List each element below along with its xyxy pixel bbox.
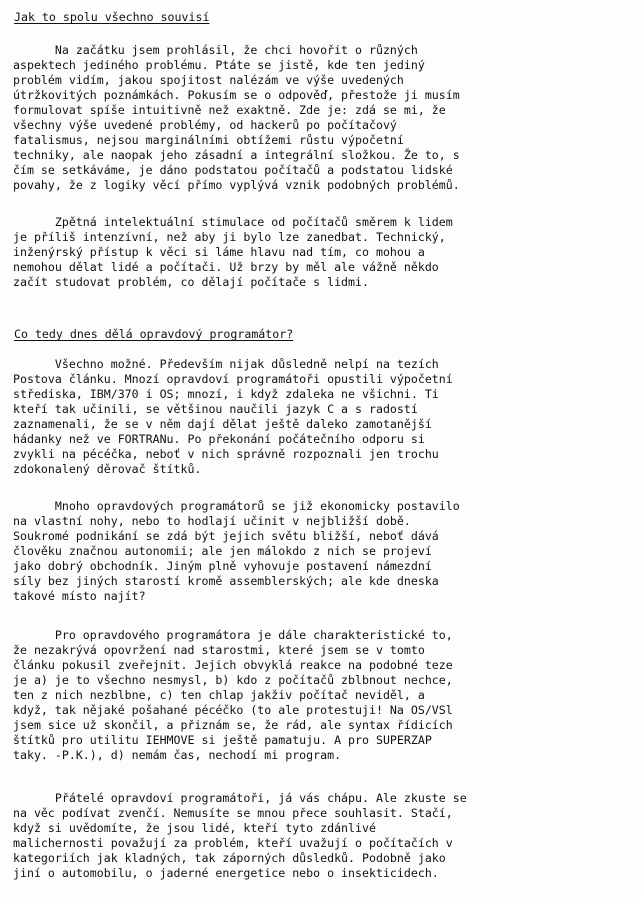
text-line: jsem sice už skončil, a přiznám se, že rád, ale syntax řídicích <box>13 718 453 732</box>
paragraph-2-3 <box>13 628 633 763</box>
text-line: ten z nich nezblbne, c) ten chlap jakživ počítač neviděl, a <box>13 688 425 702</box>
paragraph-2-2 <box>13 499 633 604</box>
text-line: střediska, IBM/370 i OS; mnozí, i když zdaleka ne všichni. Ti <box>13 387 439 401</box>
text-line: Na začátku jsem prohlásil, že chci hovořit o různých <box>13 43 418 57</box>
paragraph-2-1 <box>13 357 633 477</box>
text-line: zvykli na pécéčka, neboť v nich správně rozpoznali jen trochu <box>13 447 439 461</box>
text-line: štítků pro utilitu IEHMOVE si ještě pamatuju. A pro SUPERZAP <box>13 733 432 747</box>
text-line: síly bez jiných starostí kromě assemblerských; ale kde dneska <box>13 574 439 588</box>
text-line: když si uvědomíte, že jsou lidé, kteří tyto zdánlivé <box>13 821 376 835</box>
text-line: Pro opravdového programátora je dále charakteristické to, <box>13 628 453 642</box>
text-line: hádanky než ve FORTRANu. Po překonání počátečního odporu si <box>13 432 425 446</box>
section-heading-real-programmer: Co tedy dnes dělá opravdový programátor? <box>14 327 294 341</box>
text-line: zaznamenali, že se v něm dají dělat ještě daleko zamotanější <box>13 417 432 431</box>
text-line: aspektech jediného problému. Ptáte se jistě, kde ten jediný <box>13 58 425 72</box>
text-line: čím se setkáváme, je dáno podstatou počítačů a podstatou lidské <box>13 163 453 177</box>
section-heading-how-it-connects: Jak to spolu všechno souvisí <box>14 10 210 24</box>
text-line: kteří tak učinili, se většinou naučili jazyk C a s radostí <box>13 402 418 416</box>
text-line: problém vidím, jakou spojitost nalézám ve výše uvedených <box>13 73 404 87</box>
text-line: Zpětná intelektuální stimulace od počítačů směrem k lidem <box>13 215 453 229</box>
text-line: je příliš intenzívní, než aby ji bylo lze zanedbat. Technický, <box>13 230 446 244</box>
text-line: malichernosti považují za problém, kteří uvažují o počítačích v <box>13 836 453 850</box>
text-line: útržkovitých poznámkách. Pokusím se o odpověď, přestože ji musím <box>13 88 460 102</box>
paragraph-1-2 <box>13 215 633 290</box>
text-line: když, tak nějaké pošahané pécéčko (to ale protestuji! Na OS/VSl <box>13 703 453 717</box>
text-line: Postova článku. Mnozí opravdoví programátoři opustili výpočetní <box>13 372 453 386</box>
text-line: začít studovat problém, co dělají počítače s lidmi. <box>13 275 369 289</box>
text-line: jiní o automobilu, o jaderné energetice nebo o insekticidech. <box>13 866 439 880</box>
text-line: taky. -P.K.), d) nemám čas, nechodí mi program. <box>13 748 342 762</box>
text-line: na vlastní nohy, nebo to hodlají učinit v nejbližší době. <box>13 514 411 528</box>
text-line: člověku značnou autonomii; ale jen málokdo z nich se projeví <box>13 544 432 558</box>
text-line: Přátelé opravdoví programátoři, já vás chápu. Ale zkuste se <box>13 791 467 805</box>
paragraph-1-1 <box>13 43 633 193</box>
text-line: je a) je to všechno nesmysl, b) kdo z počítačů zblbnout nechce, <box>13 673 453 687</box>
text-line: nemohou dělat lidé a počítači. Už brzy by měl ale vážně někdo <box>13 260 439 274</box>
text-line: Mnoho opravdových programátorů se již ekonomicky postavilo <box>13 499 460 513</box>
text-line: formulovat spíše intuitivně než exaktně. Zde je: zdá se mi, že <box>13 103 446 117</box>
text-line: kategoriích jak kladných, tak záporných důsledků. Podobně jako <box>13 851 446 865</box>
text-line: povahy, že z logiky věcí přímo vyplývá vznik podobných problémů. <box>13 178 460 192</box>
paragraph-2-4 <box>13 791 633 881</box>
text-line: fatalismus, nejsou marginálními obtížemi růstu výpočetní <box>13 133 404 147</box>
text-line: článku pokusil zveřejnit. Jejich obvyklá reakce na podobné teze <box>13 658 453 672</box>
text-line: takové místo najít? <box>13 589 146 603</box>
text-line: jako dobrý obchodník. Jiným plně vyhovuje postavení námezdní <box>13 559 432 573</box>
text-line: že nezakrývá opovržení nad starostmi, které jsem se v tomto <box>13 643 425 657</box>
text-line: všechny výše uvedené problémy, od hackerů po počítačový <box>13 118 397 132</box>
text-line: zdokonalený děrovač štítků. <box>13 462 202 476</box>
text-line: techniky, ale naopak jeho zásadní a integrální složkou. Že to, s <box>13 148 460 162</box>
text-line: inženýrský přístup k věci si láme hlavu nad tím, co mohou a <box>13 245 425 259</box>
text-line: na věc podívat zvenčí. Nemusíte se mnou přece souhlasit. Stačí, <box>13 806 453 820</box>
text-line: Soukromé podnikání se zdá být jejich světu bližší, neboť dává <box>13 529 439 543</box>
text-line: Všechno možné. Především nijak důsledně nelpí na tezích <box>13 357 439 371</box>
